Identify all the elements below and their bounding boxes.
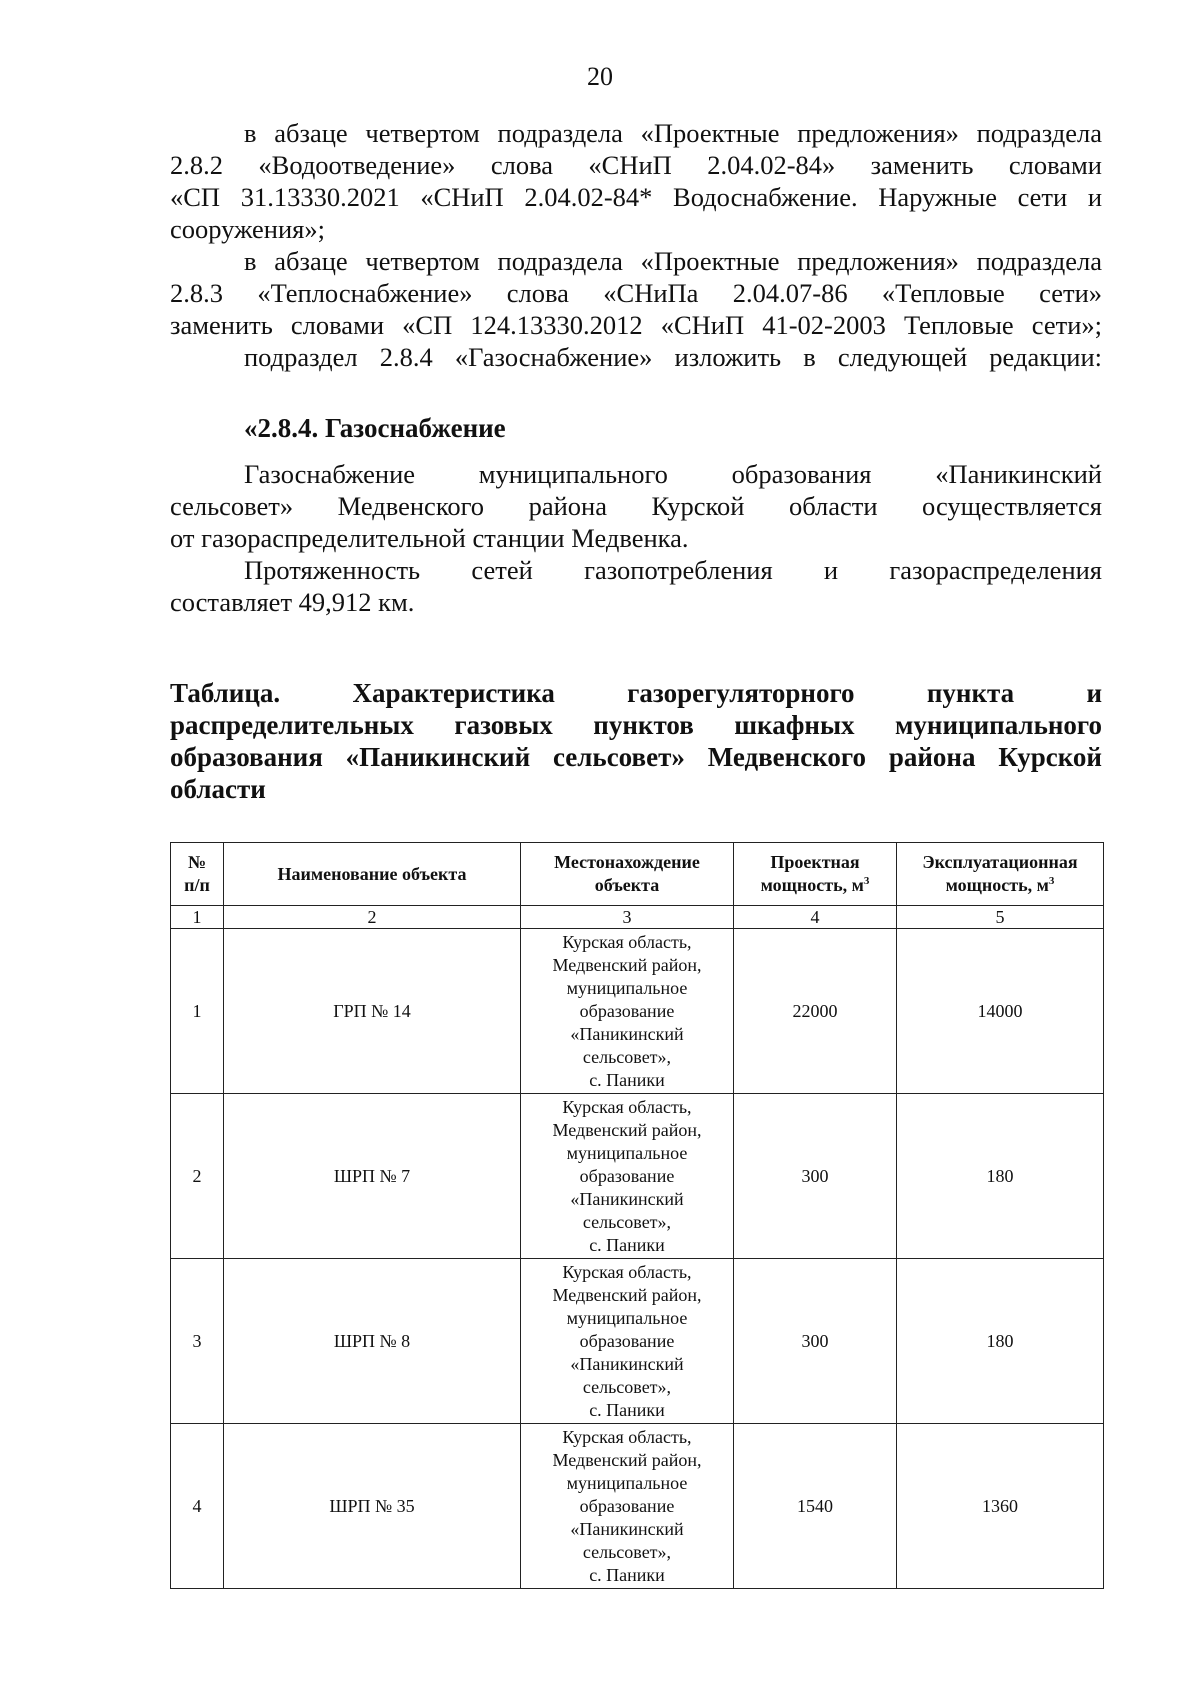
column-number: 4 <box>734 906 897 929</box>
header-text: Проектная <box>770 852 860 872</box>
table-row <box>171 1424 1104 1589</box>
cell-location <box>521 1424 734 1589</box>
cell-design-capacity: 1540 <box>734 1424 897 1589</box>
cell-location <box>521 1259 734 1424</box>
location-line: образование <box>579 1495 675 1516</box>
header-text: объекта <box>594 875 660 895</box>
location-line: Медвенский район, <box>552 1119 702 1140</box>
column-number: 2 <box>224 906 521 929</box>
header-text: № <box>187 852 207 872</box>
table-row <box>171 1259 1104 1424</box>
header-name: Наименование объекта <box>224 843 521 906</box>
location-line: сельсовет», <box>582 1046 672 1067</box>
amendment-paragraph-1 <box>170 117 1102 245</box>
header-unit: мощность, м <box>760 875 864 895</box>
header-design-capacity <box>734 843 897 906</box>
cell-design-capacity: 300 <box>734 1094 897 1259</box>
cell-operational-capacity: 1360 <box>897 1424 1104 1589</box>
header-num <box>171 843 224 906</box>
cell-location <box>521 929 734 1094</box>
header-text: Эксплуатационная <box>922 852 1078 872</box>
cell-num: 1 <box>171 929 224 1094</box>
header-text: Местонахождение <box>554 852 700 872</box>
page-number: 20 <box>587 62 613 91</box>
location-line: «Паникинский <box>570 1353 684 1374</box>
table-row <box>171 1094 1104 1259</box>
caption-line: Таблица. Характеристика газорегуляторного пункта и <box>170 678 1102 708</box>
cell-name: ШРП № 7 <box>224 1094 521 1259</box>
cell-name: ГРП № 14 <box>224 929 521 1094</box>
column-number-row <box>171 906 1104 929</box>
table-row <box>171 929 1104 1094</box>
header-text: п/п <box>184 875 210 895</box>
caption-line: распределительных газовых пунктов шкафных муниципального <box>170 710 1102 740</box>
text-line: в абзаце четвертом подраздела «Проектные предложения» подраздела <box>244 246 1102 276</box>
location-line: «Паникинский <box>570 1518 684 1539</box>
cell-name: ШРП № 8 <box>224 1259 521 1424</box>
amendment-paragraph-3 <box>170 341 1102 373</box>
location-line: образование <box>579 1330 675 1351</box>
gas-points-table <box>170 842 1104 1589</box>
text-line: Протяженность сетей газопотребления и газораспределения <box>244 555 1102 585</box>
column-number: 5 <box>897 906 1104 929</box>
cell-operational-capacity: 180 <box>897 1259 1104 1424</box>
location-line: муниципальное <box>566 1307 688 1328</box>
cell-name: ШРП № 35 <box>224 1424 521 1589</box>
body-paragraph-1 <box>170 458 1102 554</box>
cell-operational-capacity: 14000 <box>897 929 1104 1094</box>
location-line: Курская область, <box>562 1096 692 1117</box>
text-line: 2.8.3 «Теплоснабжение» слова «СНиПа 2.04.07-86 «Тепловые сети» <box>170 278 1102 308</box>
body-paragraph-2 <box>170 554 1102 618</box>
location-line: сельсовет», <box>582 1541 672 1562</box>
header-text <box>738 874 892 897</box>
text-line: от газораспределительной станции Медвенка. <box>170 523 689 553</box>
text-line: Газоснабжение муниципального образования «Паникинский <box>244 459 1102 489</box>
text-line: «СП 31.13330.2021 «СНиП 2.04.02-84* Водоснабжение. Наружные сети и <box>170 182 1102 212</box>
location-line: с. Паники <box>589 1069 665 1090</box>
header-unit-sup: 3 <box>863 875 870 887</box>
location-line: муниципальное <box>566 977 688 998</box>
location-line: Медвенский район, <box>552 1284 702 1305</box>
cell-num: 3 <box>171 1259 224 1424</box>
text-line: 2.8.2 «Водоотведение» слова «СНиП 2.04.02-84» заменить словами <box>170 150 1102 180</box>
location-line: Курская область, <box>562 1261 692 1282</box>
header-location <box>521 843 734 906</box>
column-number: 3 <box>521 906 734 929</box>
cell-design-capacity: 22000 <box>734 929 897 1094</box>
header-text <box>901 874 1099 897</box>
cell-num: 4 <box>171 1424 224 1589</box>
table-header-row <box>171 843 1104 906</box>
text-line: заменить словами «СП 124.13330.2012 «СНиП 41-02-2003 Тепловые сети»; <box>170 310 1102 340</box>
cell-design-capacity: 300 <box>734 1259 897 1424</box>
section-heading: «2.8.4. Газоснабжение <box>244 413 506 443</box>
text-line: сельсовет» Медвенского района Курской области осуществляется <box>170 491 1102 521</box>
header-unit: мощность, м <box>945 875 1049 895</box>
location-line: образование <box>579 1165 675 1186</box>
location-line: муниципальное <box>566 1472 688 1493</box>
cell-operational-capacity: 180 <box>897 1094 1104 1259</box>
location-line: образование <box>579 1000 675 1021</box>
location-line: сельсовет», <box>582 1376 672 1397</box>
header-unit-sup: 3 <box>1048 875 1055 887</box>
location-line: «Паникинский <box>570 1188 684 1209</box>
location-line: Медвенский район, <box>552 1449 702 1470</box>
location-line: муниципальное <box>566 1142 688 1163</box>
text-line: подраздел 2.8.4 «Газоснабжение» изложить в следующей редакции: <box>244 342 1102 372</box>
caption-line: области <box>170 774 266 804</box>
location-line: Курская область, <box>562 931 692 952</box>
location-line: Курская область, <box>562 1426 692 1447</box>
text-line: в абзаце четвертом подраздела «Проектные предложения» подраздела <box>244 118 1102 148</box>
column-number: 1 <box>171 906 224 929</box>
location-line: с. Паники <box>589 1399 665 1420</box>
location-line: сельсовет», <box>582 1211 672 1232</box>
header-operational-capacity <box>897 843 1104 906</box>
cell-num: 2 <box>171 1094 224 1259</box>
cell-location <box>521 1094 734 1259</box>
text-line: составляет 49,912 км. <box>170 587 415 617</box>
location-line: с. Паники <box>589 1564 665 1585</box>
caption-line: образования «Паникинский сельсовет» Медвенского района Курской <box>170 742 1102 772</box>
text-line: сооружения»; <box>170 214 325 244</box>
location-line: с. Паники <box>589 1234 665 1255</box>
amendment-paragraph-2 <box>170 245 1102 341</box>
table-caption <box>170 677 1102 805</box>
location-line: «Паникинский <box>570 1023 684 1044</box>
location-line: Медвенский район, <box>552 954 702 975</box>
